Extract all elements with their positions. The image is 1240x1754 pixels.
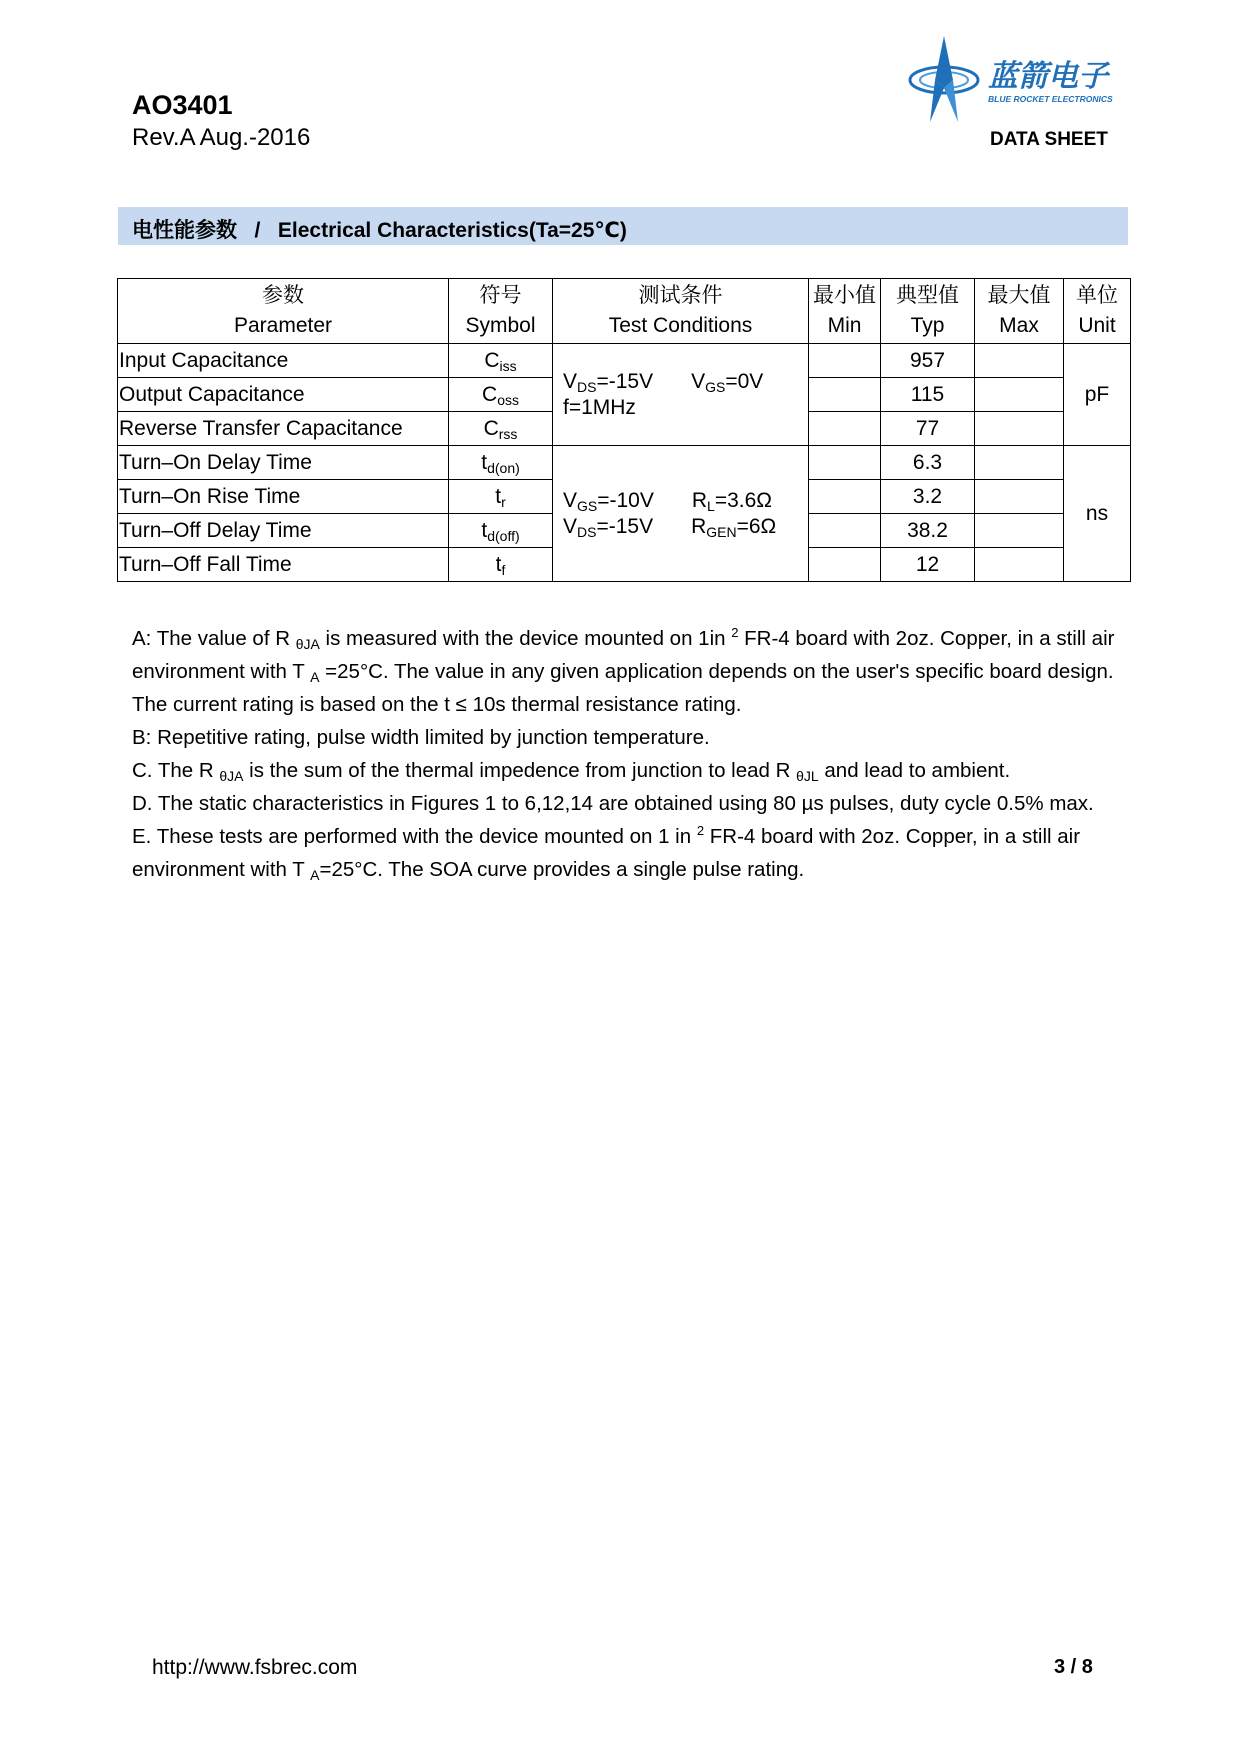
param-cell: Output Capacitance [118,378,449,412]
note-a: A: The value of R $_{\theta JA}$ is measured with the device mounted on 1in $^2$ FR-4 board with 2oz. Copper, in a still air environment with T $_A$ =25°C. The value in any given application depends on the user's specific board design. The current rating is based on the t ≤ 10s thermal resistance rating. [132,625,1115,716]
logo-en-text: BLUE ROCKET ELECTRONICS [988,94,1113,104]
conditions-switching: $V_{GS}=-10V$ $R_L=3.6\Omega$ $V_{DS}=-15V$ $R_{GEN}=6\Omega$ [553,446,809,582]
typ-cell: 3.2 [881,480,975,514]
page-number: 3 / 8 [1054,1656,1093,1678]
min-cell [809,412,881,446]
logo-cn-text: 蓝箭电子 [988,59,1108,94]
max-cell [975,548,1064,582]
min-cell [809,344,881,378]
min-cell [809,446,881,480]
table-row [118,344,1131,378]
max-cell [975,446,1064,480]
doc-type: DATA SHEET [990,129,1108,150]
unit-cell-capacitance: pF [1064,344,1131,446]
symbol-cell: $t_r$ [449,480,553,514]
param-cell: Turn–Off Delay Time [118,514,449,548]
max-cell [975,344,1064,378]
param-cell: Turn–On Delay Time [118,446,449,480]
rocket-icon [910,36,978,122]
symbol-cell: $t_f$ [449,548,553,582]
note-b: B: Repetitive rating, pulse width limited by junction temperature. [132,726,710,749]
max-cell [975,480,1064,514]
part-number: AO3401 [132,90,233,120]
min-cell [809,548,881,582]
typ-cell: 957 [881,344,975,378]
header-symbol: 符号 Symbol [449,279,553,344]
notes-section [132,622,1122,886]
max-cell [975,514,1064,548]
symbol-cell: $C_{oss}$ [449,378,553,412]
min-cell [809,378,881,412]
max-cell [975,378,1064,412]
unit-cell-switching: ns [1064,446,1131,582]
param-cell: Turn–On Rise Time [118,480,449,514]
header-unit: 单位 Unit [1064,279,1131,344]
note-d: D. The static characteristics in Figures 1 to 6,12,14 are obtained using 80 µs pulses, duty cycle 0.5% max. [132,792,1094,815]
symbol-cell: $t_{d(on)}$ [449,446,553,480]
note-e: E. These tests are performed with the device mounted on 1 in $^2$ FR-4 board with 2oz. Copper, in a still air environment with T $_A$=25°C. The SOA curve provides a single pulse rating. [132,823,1081,883]
section-title [132,214,627,244]
symbol-cell: $t_{d(off)}$ [449,514,553,548]
typ-cell: 6.3 [881,446,975,480]
typ-cell: 12 [881,548,975,582]
symbol-cell: $C_{rss}$ [449,412,553,446]
param-cell: Turn–Off Fall Time [118,548,449,582]
electrical-characteristics-table [117,278,1131,582]
footer-url[interactable]: http://www.fsbrec.com [152,1656,358,1679]
section-title-cn: 电性能参数 [132,219,237,242]
header-parameter: 参数 Parameter [118,279,449,344]
header-min: 最小值 Min [809,279,881,344]
min-cell [809,514,881,548]
header-test-conditions: 测试条件 Test Conditions [553,279,809,344]
table-header-row [118,279,1131,344]
max-cell [975,412,1064,446]
company-logo [908,36,1128,126]
section-title-en: Electrical Characteristics(Ta=25℃) [277,219,627,242]
min-cell [809,480,881,514]
symbol-cell: $C_{iss}$ [449,344,553,378]
note-c: C. The R $_{\theta JA}$ is the sum of the thermal impedence from junction to lead R $_{\theta JL}$ and lead to ambient. [132,759,1011,784]
section-separator: / [254,219,261,242]
typ-cell: 77 [881,412,975,446]
header-typ: 典型值 Typ [881,279,975,344]
conditions-capacitance: $V_{DS}=-15V$ $V_{GS}=0V$ f=1MHz [553,344,809,446]
param-cell: Reverse Transfer Capacitance [118,412,449,446]
header-max: 最大值 Max [975,279,1064,344]
typ-cell: 38.2 [881,514,975,548]
typ-cell: 115 [881,378,975,412]
param-cell: Input Capacitance [118,344,449,378]
table-row [118,446,1131,480]
revision: Rev.A Aug.-2016 [132,124,311,151]
